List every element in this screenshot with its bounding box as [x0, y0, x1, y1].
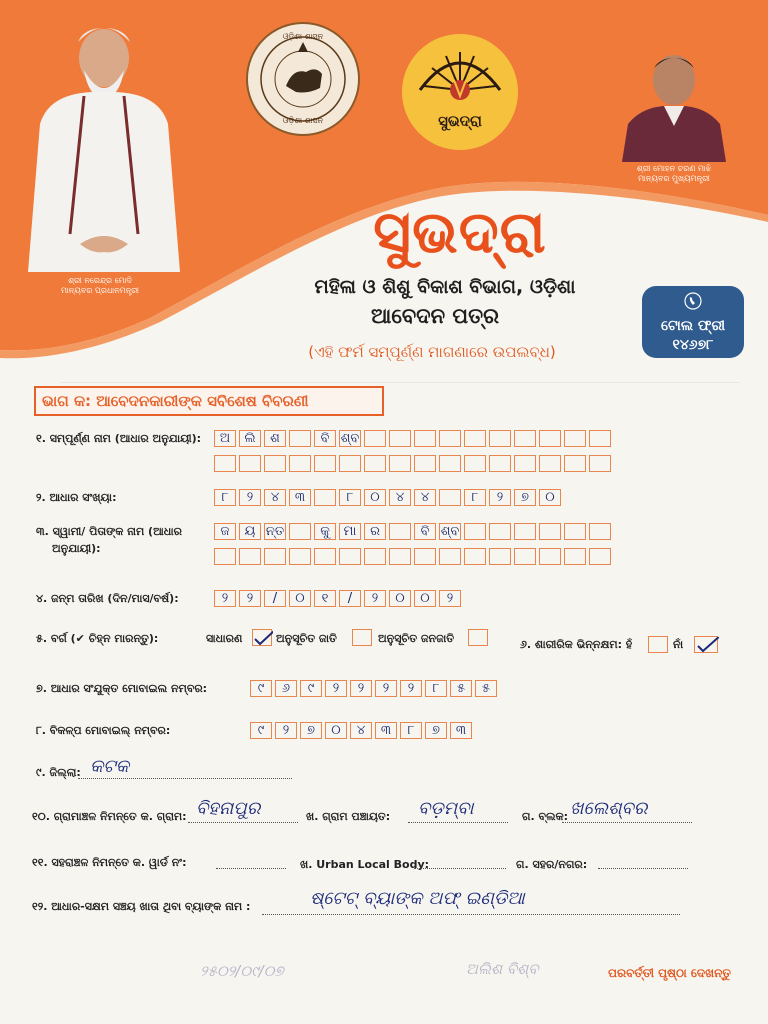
- form-name: ଆବେଦନ ପତ୍ର: [371, 304, 499, 328]
- disability-no-label: ନାଁ: [673, 638, 684, 651]
- char-box[interactable]: ୟ: [239, 523, 261, 540]
- char-box[interactable]: ୨: [375, 680, 397, 697]
- char-box[interactable]: [289, 430, 311, 447]
- footer-date-handwriting: ୨୫୦୨/୦୯/୦୭: [200, 962, 284, 980]
- char-box[interactable]: [314, 489, 336, 506]
- free-form-note: (ଏହି ଫର୍ମ ସମ୍ପୂର୍ଣ୍ଣ ମାଗଣାରେ ଉପଲବ୍ଧ): [308, 343, 556, 361]
- city-label: ଗ. ସହର/ନଗର:: [516, 858, 588, 871]
- char-box[interactable]: ୯: [250, 722, 272, 739]
- disability-label: ୬. ଶାରୀରିକ ଭିନ୍ନକ୍ଷମ: ହଁ: [520, 638, 633, 651]
- char-box[interactable]: [239, 455, 261, 472]
- char-box[interactable]: ୮: [425, 680, 447, 697]
- alt-mobile-label: ୮. ବିକଳ୍ପ ମୋବାଇଲ୍ ନମ୍ବର:: [36, 724, 171, 737]
- char-box[interactable]: [439, 489, 461, 506]
- city-line[interactable]: [598, 868, 688, 869]
- char-box[interactable]: ୬: [275, 680, 297, 697]
- char-box[interactable]: [289, 455, 311, 472]
- phone-icon: [684, 292, 702, 310]
- char-box[interactable]: [539, 455, 561, 472]
- toll-free-badge: [642, 286, 744, 358]
- left-person-title: ମାନ୍ୟବର ପ୍ରଧାନମନ୍ତ୍ରୀ: [60, 286, 140, 295]
- char-box[interactable]: ୧: [314, 590, 336, 607]
- right-person-title: ମାନ୍ୟବର ମୁଖ୍ୟମନ୍ତ୍ରୀ: [638, 174, 710, 183]
- bank-value[interactable]: ଷ୍ଟେଟ୍ ବ୍ୟାଙ୍କ ଅଫ୍ ଇଣ୍ଡିଆ: [310, 888, 525, 909]
- char-box[interactable]: ୯: [300, 680, 322, 697]
- char-box[interactable]: [489, 523, 511, 540]
- spouse-boxes-row1[interactable]: [214, 523, 614, 540]
- odisha-government-emblem: [246, 22, 360, 136]
- char-box[interactable]: [314, 455, 336, 472]
- char-box[interactable]: ୦: [289, 590, 311, 607]
- char-box[interactable]: ବି: [414, 523, 436, 540]
- gp-value[interactable]: ବଡ଼ମ୍ବା: [418, 798, 474, 819]
- char-box[interactable]: ର: [364, 523, 386, 540]
- name-label: ୧. ସମ୍ପୂର୍ଣ୍ଣ ନାମ (ଆଧାର ଅନୁଯାୟୀ):: [36, 432, 202, 445]
- char-box[interactable]: ୩: [375, 722, 397, 739]
- char-box[interactable]: ୭: [514, 489, 536, 506]
- subhadra-logo: [402, 34, 518, 150]
- char-box[interactable]: ୪: [389, 489, 411, 506]
- char-box[interactable]: ୭: [300, 722, 322, 739]
- char-box[interactable]: [464, 430, 486, 447]
- char-box[interactable]: [364, 430, 386, 447]
- char-box[interactable]: ଲି: [239, 430, 261, 447]
- char-box[interactable]: [239, 548, 261, 565]
- char-box[interactable]: [514, 548, 536, 565]
- char-box[interactable]: ୨: [400, 680, 422, 697]
- char-box[interactable]: [539, 430, 561, 447]
- aadhaar-label: ୨. ଆଧାର ସଂଖ୍ୟା:: [36, 491, 117, 504]
- char-box[interactable]: [364, 455, 386, 472]
- right-person-caption: [604, 164, 744, 184]
- char-box[interactable]: [564, 548, 586, 565]
- footer-signature-handwriting: ଅଲିଶ ବିଶ୍ବ: [466, 960, 539, 978]
- left-person-caption: [40, 276, 160, 296]
- cat-st-label: ଅନୁସୂଚିତ ଜନଜାତି: [378, 632, 455, 645]
- left-person-name: ଶ୍ରୀ ନରେନ୍ଦ୍ର ମୋଦି: [68, 276, 132, 285]
- char-box[interactable]: [564, 455, 586, 472]
- char-box[interactable]: ୨: [239, 590, 261, 607]
- char-box[interactable]: ୨: [275, 722, 297, 739]
- ulb-line[interactable]: [414, 868, 506, 869]
- char-box[interactable]: [464, 548, 486, 565]
- char-box[interactable]: [589, 548, 611, 565]
- next-page-note: ପରବର୍ତ୍ତୀ ପୃଷ୍ଠା ଦେଖନ୍ତୁ: [608, 966, 731, 980]
- section-a-header: ଭାଗ କ: ଆବେଦନକାରୀଙ୍କ ସବିଶେଷ ବିବରଣୀ: [34, 386, 384, 416]
- check-mark-icon: [695, 637, 719, 654]
- char-box[interactable]: [264, 548, 286, 565]
- char-box[interactable]: ୦: [539, 489, 561, 506]
- ward-line[interactable]: [216, 868, 286, 869]
- emblem-bottom-text: ଓଡ଼ିଶା ଶାସନ: [282, 116, 324, 125]
- char-box[interactable]: ୪: [264, 489, 286, 506]
- bank-label: ୧୨. ଆଧାର-ସକ୍ଷମ ସଞ୍ଚୟ ଖାତା ଥିବା ବ୍ୟାଙ୍କ ନାମ :: [32, 900, 251, 913]
- char-box[interactable]: [564, 523, 586, 540]
- aadhaar-boxes[interactable]: [214, 489, 564, 506]
- char-box[interactable]: [339, 455, 361, 472]
- cat-sc-label: ଅନୁସୂଚିତ ଜାତି: [276, 632, 337, 645]
- cat-general-checkbox[interactable]: [252, 629, 272, 646]
- scheme-title: ସୁଭଦ୍ରା: [373, 198, 547, 266]
- right-person-name: ଶ୍ରୀ ମୋହନ ଚରଣ ମାଝି: [636, 164, 712, 173]
- char-box[interactable]: ୪: [414, 489, 436, 506]
- char-box[interactable]: ୪: [350, 722, 372, 739]
- department-name: ମହିଳା ଓ ଶିଶୁ ବିକାଶ ବିଭାଗ, ଓଡ଼ିଶା: [314, 276, 576, 298]
- alt-mobile-boxes[interactable]: [250, 722, 475, 739]
- char-box[interactable]: [514, 430, 536, 447]
- district-line: [78, 778, 292, 779]
- char-box[interactable]: ୨: [489, 489, 511, 506]
- char-box[interactable]: [289, 548, 311, 565]
- char-box[interactable]: [414, 455, 436, 472]
- char-box[interactable]: /: [339, 590, 361, 607]
- char-box[interactable]: ଜ: [214, 523, 236, 540]
- char-box[interactable]: ୫: [450, 680, 472, 697]
- char-box[interactable]: ୮: [339, 489, 361, 506]
- block-label: ଗ. ବ୍ଲକ:: [522, 810, 569, 823]
- village-value[interactable]: ବିହନାପୁର: [196, 798, 261, 819]
- char-box[interactable]: [214, 455, 236, 472]
- char-box[interactable]: ୨: [439, 590, 461, 607]
- urban-label: ୧୧. ସହରାଞ୍ଚଳ ନିମନ୍ତେ କ. ୱାର୍ଡ ନଂ:: [32, 856, 187, 869]
- char-box[interactable]: କୁ: [314, 523, 336, 540]
- spouse-label-2: ଅନୁଯାୟୀ):: [52, 542, 101, 555]
- char-box[interactable]: [289, 523, 311, 540]
- name-boxes-row1[interactable]: [214, 430, 614, 447]
- char-box[interactable]: [589, 455, 611, 472]
- chief-minister-photo: [614, 40, 736, 162]
- category-label: ୫. ବର୍ଗ (✔ ଚିହ୍ନ ମାରନ୍ତୁ):: [36, 632, 159, 645]
- char-box[interactable]: [364, 548, 386, 565]
- char-box[interactable]: [214, 548, 236, 565]
- char-box[interactable]: ୭: [425, 722, 447, 739]
- char-box[interactable]: ୦: [414, 590, 436, 607]
- cat-sc-checkbox[interactable]: [352, 629, 372, 646]
- char-box[interactable]: [389, 455, 411, 472]
- name-boxes-row2[interactable]: [214, 455, 614, 472]
- char-box[interactable]: ଶ: [264, 430, 286, 447]
- char-box[interactable]: /: [264, 590, 286, 607]
- char-box[interactable]: [464, 523, 486, 540]
- char-box[interactable]: [539, 548, 561, 565]
- gp-label: ଖ. ଗ୍ରାମ ପଞ୍ଚାୟତ:: [306, 810, 391, 823]
- char-box[interactable]: ୦: [364, 489, 386, 506]
- char-box[interactable]: [264, 455, 286, 472]
- bank-line: [262, 914, 680, 915]
- disability-no-checkbox[interactable]: [694, 636, 718, 653]
- char-box[interactable]: ୩: [289, 489, 311, 506]
- char-box[interactable]: [464, 455, 486, 472]
- char-box[interactable]: [339, 548, 361, 565]
- char-box[interactable]: [564, 430, 586, 447]
- char-box[interactable]: ଅ: [214, 430, 236, 447]
- char-box[interactable]: ୫: [475, 680, 497, 697]
- char-box[interactable]: ଶ୍ବ: [340, 431, 360, 446]
- spouse-boxes-row2[interactable]: [214, 548, 614, 565]
- char-box[interactable]: [539, 523, 561, 540]
- char-box[interactable]: [589, 523, 611, 540]
- char-box[interactable]: [514, 523, 536, 540]
- char-box[interactable]: [514, 455, 536, 472]
- char-box[interactable]: [439, 430, 461, 447]
- cat-general-label: ସାଧାରଣ: [206, 632, 243, 645]
- district-value[interactable]: କଟକ: [90, 756, 130, 777]
- toll-free-label: ଟୋଲ ଫ୍ରୀ: [660, 318, 726, 334]
- char-box[interactable]: [589, 430, 611, 447]
- emblem-top-text: ଓଡ଼ିଶା ଶାସନ: [282, 32, 324, 41]
- char-box[interactable]: ମା: [339, 523, 361, 540]
- block-value[interactable]: ଖଲେଶ୍ବର: [570, 798, 648, 819]
- subhadra-logo-text: ସୁଭଦ୍ରା: [438, 112, 482, 130]
- cat-st-checkbox[interactable]: [468, 629, 488, 646]
- gp-line: [408, 822, 508, 823]
- char-box[interactable]: ୦: [389, 590, 411, 607]
- char-box[interactable]: ନ୍ତ: [265, 524, 285, 539]
- char-box[interactable]: [389, 548, 411, 565]
- char-box[interactable]: ୨: [214, 590, 236, 607]
- char-box[interactable]: ୯: [250, 680, 272, 697]
- dob-boxes[interactable]: [214, 590, 464, 607]
- mobile-label: ୭. ଆଧାର ସଂଯୁକ୍ତ ମୋବାଇଲ ନମ୍ବର:: [36, 682, 208, 695]
- char-box[interactable]: ୩: [450, 722, 472, 739]
- char-box[interactable]: ବି: [314, 430, 336, 447]
- chakra-icon: [402, 34, 518, 150]
- dob-label: ୪. ଜନ୍ମ ତାରିଖ (ଦିନ/ମାସ/ବର୍ଷ):: [36, 592, 179, 605]
- char-box[interactable]: ୮: [214, 489, 236, 506]
- district-label: ୯. ଜିଲ୍ଲା:: [36, 766, 81, 779]
- char-box[interactable]: ଶ୍ବ: [440, 524, 460, 539]
- char-box[interactable]: [489, 548, 511, 565]
- spouse-label-1: ୩. ସ୍ୱାମୀ/ ପିତାଙ୍କ ନାମ (ଆଧାର: [36, 525, 183, 538]
- char-box[interactable]: ୨: [350, 680, 372, 697]
- char-box[interactable]: ୨: [364, 590, 386, 607]
- char-box[interactable]: [439, 455, 461, 472]
- char-box[interactable]: [414, 548, 436, 565]
- prime-minister-photo: [20, 14, 188, 272]
- char-box[interactable]: ୮: [464, 489, 486, 506]
- block-line: [562, 822, 692, 823]
- char-box[interactable]: [314, 548, 336, 565]
- char-box[interactable]: ୨: [325, 680, 347, 697]
- char-box[interactable]: [489, 430, 511, 447]
- char-box[interactable]: ୨: [239, 489, 261, 506]
- disability-yes-checkbox[interactable]: [648, 636, 668, 653]
- char-box[interactable]: [389, 430, 411, 447]
- toll-free-number: ୧୪୬୭୮: [672, 337, 714, 353]
- char-box[interactable]: [414, 430, 436, 447]
- char-box[interactable]: [439, 548, 461, 565]
- rural-label: ୧୦. ଗ୍ରାମାଞ୍ଚଳ ନିମନ୍ତେ କ. ଗ୍ରାମ:: [32, 810, 187, 823]
- char-box[interactable]: ୮: [400, 722, 422, 739]
- char-box[interactable]: [489, 455, 511, 472]
- char-box[interactable]: ୦: [325, 722, 347, 739]
- village-line: [188, 822, 298, 823]
- mobile-boxes[interactable]: [250, 680, 500, 697]
- char-box[interactable]: [389, 523, 411, 540]
- ulb-label: ଖ. Urban Local Body:: [300, 858, 430, 871]
- check-mark-icon: [253, 630, 273, 647]
